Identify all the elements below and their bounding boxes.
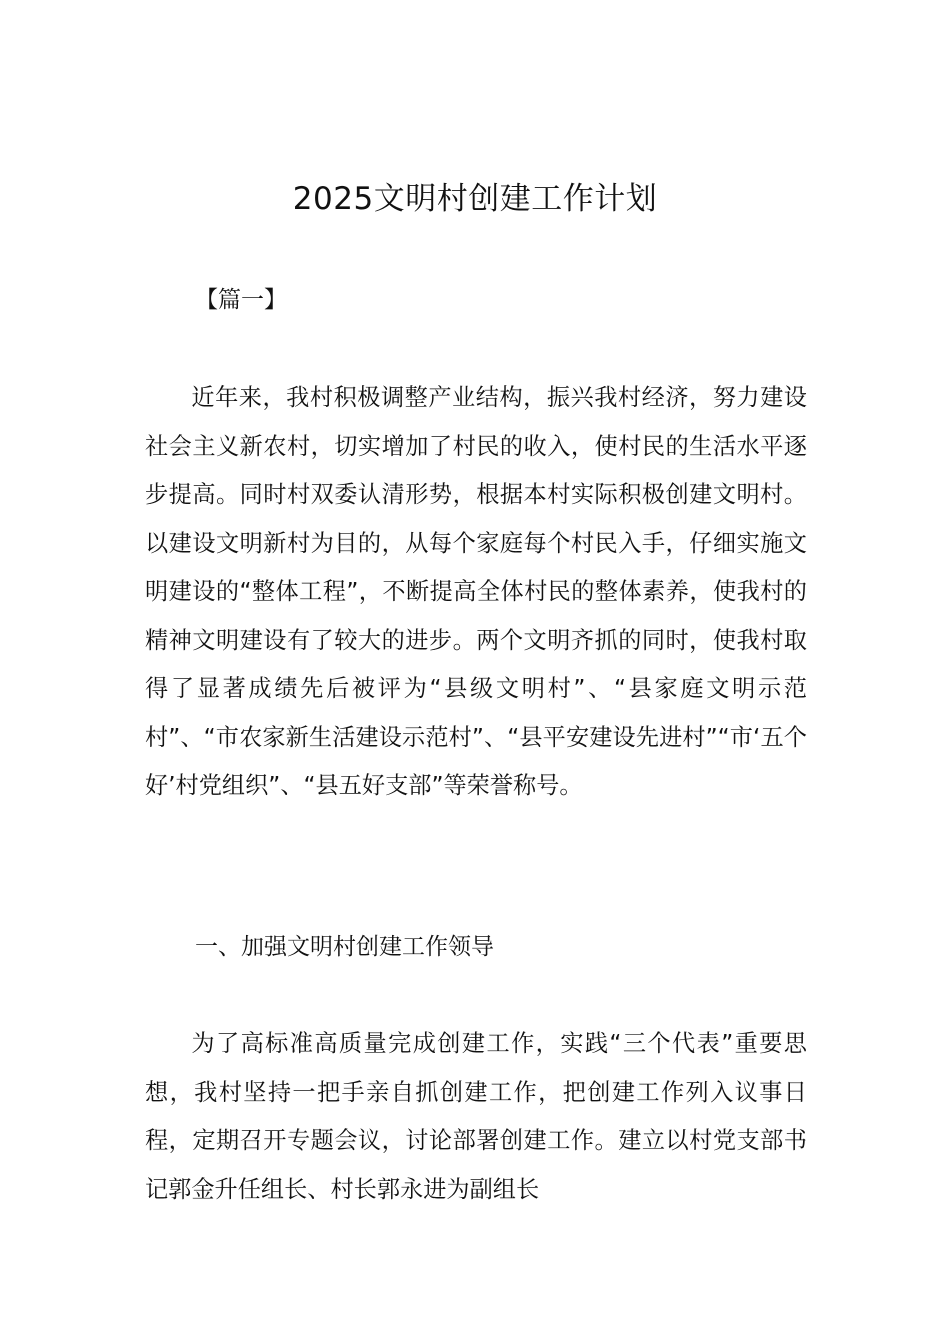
section-label: 【篇一】 <box>195 287 287 313</box>
document-title: 2025文明村创建工作计划 <box>292 181 658 217</box>
body-paragraph: 为了高标准高质量完成创建工作，实践“三个代表”重要思想，我村坚持一把手亲自抓创建工作，把创建工作列入议事日程，定期召开专题会议，讨论部署创建工作。建立以村党支部书记郭金升任组长、村长郭永进为副组长 <box>145 1030 807 1203</box>
intro-paragraph: 近年来，我村积极调整产业结构，振兴我村经济，努力建设社会主义新农村，切实增加了村民的收入，使村民的生活水平逐步提高。同时村双委认清形势，根据本村实际积极创建文明村。以建设文明新村为目的，从每个家庭每个村民入手，仔细实施文明建设的“整体工程”，不断提高全体村民的整体素养，使我村的精神文明建设有了较大的进步。两个文明齐抓的同时，使我村取得了显著成绩先后被评为“县级文明村”、“县家庭文明示范村”、“市农家新生活建设示范村”、“县平安建设先进村”“市‘五个好’村党组织”、“县五好支部”等荣誉称号。 <box>145 384 807 799</box>
section-heading: 一、加强文明村创建工作领导 <box>195 934 494 960</box>
